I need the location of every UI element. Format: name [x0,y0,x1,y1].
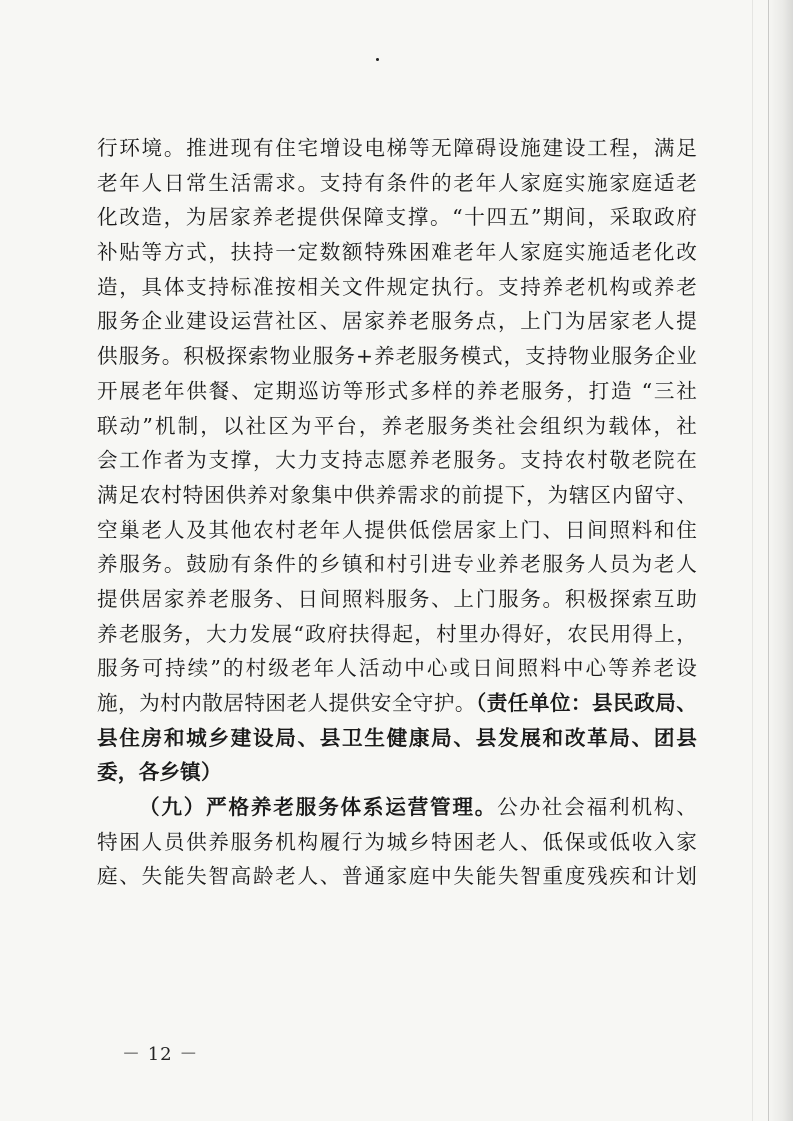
text-line: 空巢老人及其他农村老年人提供低偿居家上门、日间照料和住 [97,517,697,542]
text-line: 服务企业建设运营社区、居家养老服务点，上门为居家老人提 [97,309,697,334]
text-line: 补贴等方式，扶持一定数额特殊困难老年人家庭实施适老化改 [97,240,697,265]
text-line: 开展老年供餐、定期巡访等形式多样的养老服务，打造 “三社 [97,378,697,403]
text-line: 化改造，为居家养老提供保障支撑。“十四五”期间，采取政府 [97,205,697,230]
text-line: 提供居家养老服务、日间照料服务、上门服务。积极探索互助 [97,586,697,611]
text-line: 会工作者为支撑，大力支持志愿养老服务。支持农村敬老院在 [97,448,697,473]
scan-shadow [767,0,793,1121]
page-number: － 12 － [122,1044,199,1065]
text-line: 服务可持续”的村级老年人活动中心或日间照料中心等养老设 [97,656,697,681]
text-line: 供服务。积极探索物业服务+养老服务模式，支持物业服务企业 [97,344,697,369]
section-heading: （九）严格养老服务体系运营管理。 [139,795,498,820]
text-line: 老年人日常生活需求。支持有条件的老年人家庭实施家庭适老 [97,170,697,195]
text-line: 满足农村特困供养对象集中供养需求的前提下，为辖区内留守、 [97,482,697,507]
text-line: 养服务。鼓励有条件的乡镇和村引进专业养老服务人员为老人 [97,552,697,577]
text-span: 施，为村内散居特困老人提供安全守护。 [97,691,476,715]
section-text-start: 公办社会福利机构、 [497,795,697,820]
text-line: 养老服务，大力发展“政府扶得起，村里办得好，农民用得上， [97,621,697,646]
text-line: 造，具体支持标准按相关文件规定执行。支持养老机构或养老 [97,274,697,299]
responsibility-label: （责任单位：县民政局、 [475,691,697,715]
responsibility-line-end [97,755,697,790]
scan-line-faint [752,0,753,1121]
text-line: 庭、失能失智高龄老人、普通家庭中失能失智重度残疾和计划 [97,864,697,889]
text-line: 特困人员供养服务机构履行为城乡特困老人、低保或低收入家 [97,829,697,854]
text-line-mixed [97,686,697,721]
responsibility-text-end: 委，各乡镇） [97,760,222,785]
responsibility-line [97,721,697,756]
body-text [97,131,697,894]
section-heading-line [97,790,697,825]
text-line: 行环境。推进现有住宅增设电梯等无障碍设施建设工程，满足 [97,136,697,160]
text-line: 联动”机制，以社区为平台，养老服务类社会组织为载体，社 [97,413,697,438]
responsibility-text: 县住房和城乡建设局、县卫生健康局、县发展和改革局、团县 [97,725,697,750]
scan-dot-mark [376,58,379,61]
scan-line [768,0,769,1121]
